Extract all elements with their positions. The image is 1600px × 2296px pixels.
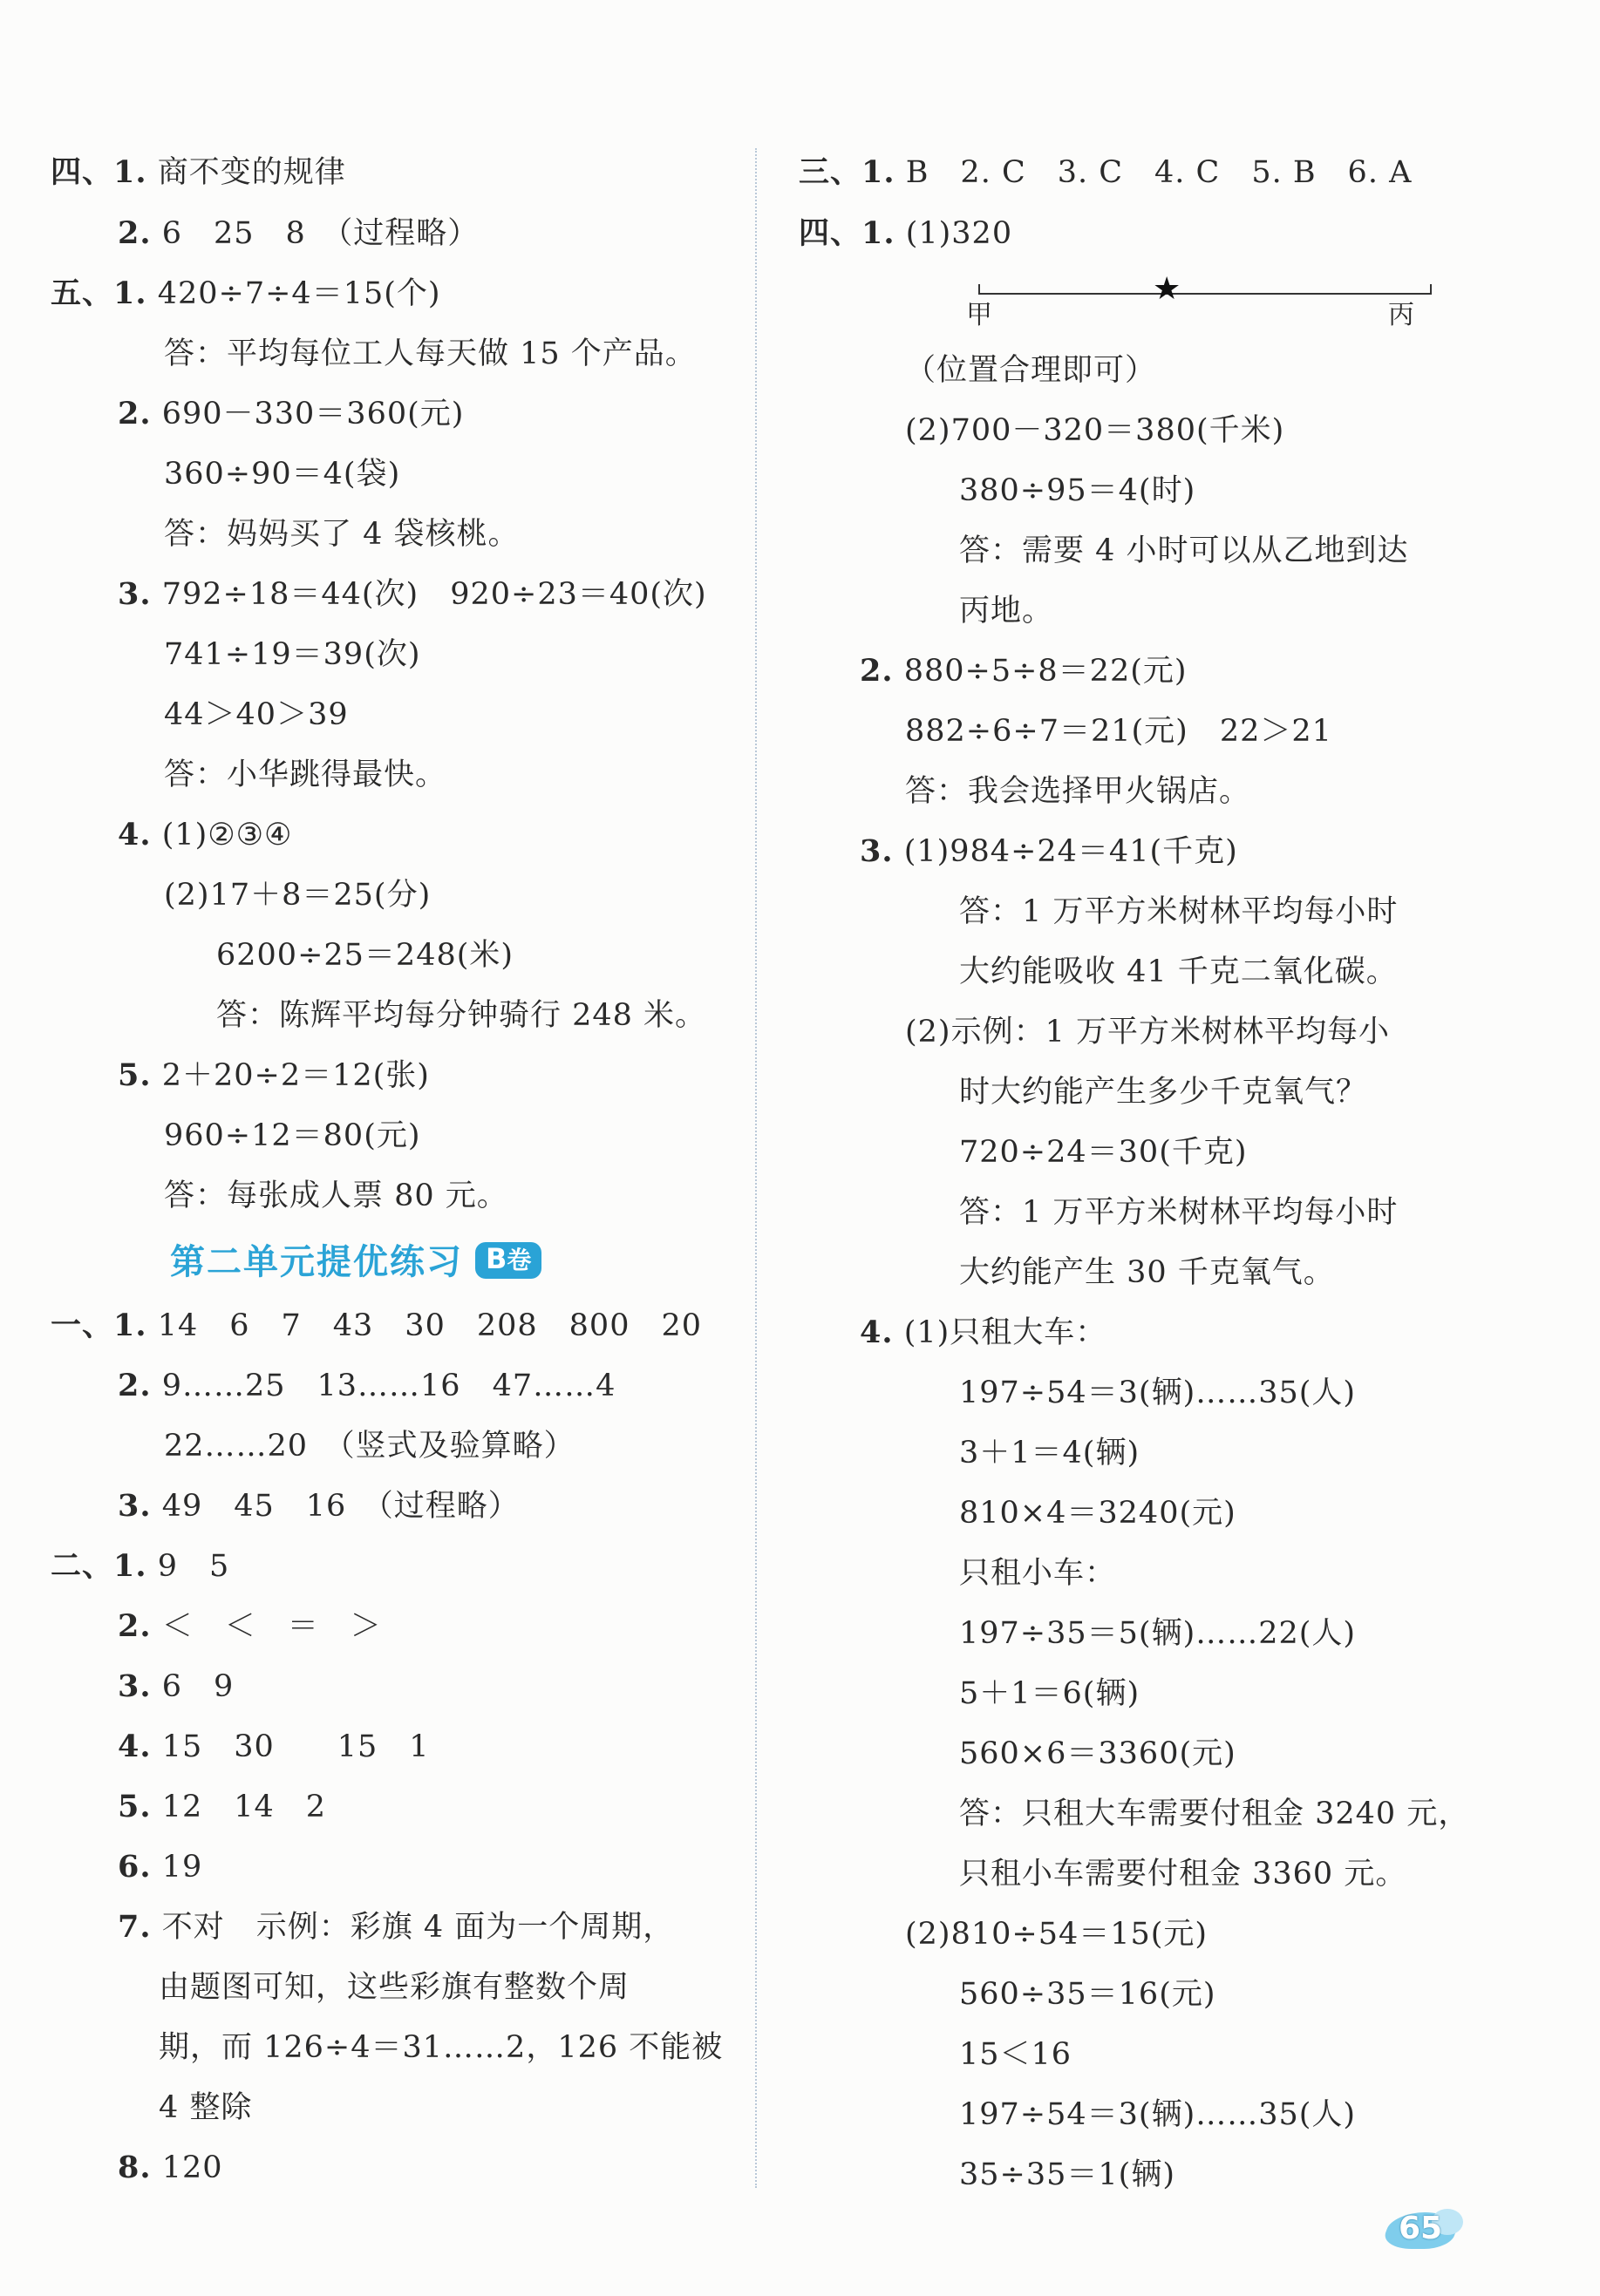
label-jia: 甲 — [966, 300, 992, 330]
line: 2. 690－330＝360(元) — [118, 396, 465, 431]
line: 5＋1＝6(辆) — [959, 1676, 1140, 1711]
line: 741÷19＝39(次) — [164, 637, 421, 672]
line: 4. (1)只租大车： — [860, 1314, 1107, 1350]
line: 答：只租大车需要付租金 3240 元， — [959, 1797, 1470, 1831]
line: 560×6＝3360(元) — [959, 1736, 1236, 1771]
line: 答：陈辉平均每分钟骑行 248 米。 — [216, 998, 707, 1033]
label-bing: 丙 — [1388, 300, 1414, 330]
line: 44＞40＞39 — [164, 697, 349, 732]
line: 答：1 万平方米树林平均每小时 — [959, 1195, 1399, 1230]
line: 答：妈妈买了 4 袋核桃。 — [164, 517, 520, 552]
line: 7. 不对 示例：彩旗 4 面为一个周期， — [118, 1909, 675, 1945]
line: 时大约能产生多少千克氧气？ — [959, 1075, 1368, 1110]
line: 8. 120 — [118, 2150, 223, 2185]
line: (2)示例：1 万平方米树林平均每小 — [905, 1015, 1390, 1050]
line: 3. 6 9 — [118, 1668, 235, 1704]
page-number: 65 — [1399, 2211, 1443, 2246]
line: 四、1. (1)320 — [799, 215, 1013, 251]
line: 35÷35＝1(辆) — [959, 2157, 1175, 2192]
line: 2. 880÷5÷8＝22(元) — [860, 653, 1188, 689]
line: 560÷35＝16(元) — [959, 1977, 1216, 2012]
line: 答：小华跳得最快。 — [164, 757, 447, 792]
page-number-badge — [1386, 2205, 1465, 2254]
line: 3. 792÷18＝44(次) 920÷23＝40(次) — [118, 576, 707, 612]
line: 一、1. 14 6 7 43 30 208 800 20 — [51, 1308, 702, 1343]
line: 五、1. 420÷7÷4＝15(个) — [51, 275, 441, 311]
line: 4 整除 — [159, 2090, 253, 2125]
line: 大约能产生 30 千克氧气。 — [959, 1255, 1335, 1290]
unit-title-text: 第二单元提优练习 — [170, 1242, 463, 1282]
line: 360÷90＝4(袋) — [164, 457, 401, 492]
line: 6200÷25＝248(米) — [216, 938, 514, 973]
line: 380÷95＝4(时) — [959, 473, 1196, 508]
tick-left — [978, 284, 980, 295]
column-divider — [755, 148, 757, 2188]
line: 答：需要 4 小时可以从乙地到达 — [959, 533, 1409, 568]
line: 15＜16 — [959, 2037, 1072, 2072]
line: 882÷6÷7＝21(元) 22＞21 — [905, 714, 1332, 749]
line: 5. 12 14 2 — [118, 1789, 327, 1824]
line: (2)17＋8＝25(分) — [164, 878, 432, 913]
line: 四、1. 商不变的规律 — [51, 154, 346, 190]
line: 期，而 126÷4＝31……2，126 不能被 — [159, 2030, 724, 2065]
line: 答：每张成人票 80 元。 — [164, 1179, 508, 1213]
line: 答：我会选择甲火锅店。 — [905, 774, 1251, 809]
line: 只租小车： — [959, 1556, 1117, 1591]
number-line — [978, 293, 1432, 295]
line: 只租小车需要付租金 3360 元。 — [959, 1857, 1407, 1892]
volume-badge: B卷 — [475, 1242, 541, 1279]
line: 3. 49 45 16 （过程略） — [118, 1488, 520, 1524]
line: 197÷54＝3(辆)……35(人) — [959, 2097, 1357, 2132]
line: 810×4＝3240(元) — [959, 1496, 1236, 1531]
line: 3. (1)984÷24＝41(千克) — [860, 833, 1238, 869]
line: 720÷24＝30(千克) — [959, 1135, 1248, 1170]
number-line-diagram — [966, 271, 1432, 338]
star-icon: ★ — [1153, 271, 1181, 307]
line: (2)700－320＝380(千米) — [905, 413, 1285, 448]
line: 22……20 （竖式及验算略） — [164, 1429, 575, 1464]
line: (2)810÷54＝15(元) — [905, 1917, 1209, 1952]
line: 4. 15 30 15 1 — [118, 1729, 430, 1764]
line: 3＋1＝4(辆) — [959, 1436, 1140, 1471]
line: 答：1 万平方米树林平均每小时 — [959, 894, 1399, 929]
line: 5. 2＋20÷2＝12(张) — [118, 1057, 430, 1093]
unit-title — [170, 1240, 541, 1288]
line: （位置合理即可） — [905, 353, 1157, 388]
line: 丙地。 — [959, 594, 1054, 628]
line: 二、1. 9 5 — [51, 1548, 230, 1584]
line: 由题图可知，这些彩旗有整数个周 — [159, 1970, 630, 2005]
line: 2. 9……25 13……16 47……4 — [118, 1368, 616, 1403]
line: 960÷12＝80(元) — [164, 1118, 421, 1153]
line: 197÷35＝5(辆)……22(人) — [959, 1616, 1357, 1651]
tick-right — [1430, 284, 1432, 295]
line: 197÷54＝3(辆)……35(人) — [959, 1376, 1357, 1410]
line: 大约能吸收 41 千克二氧化碳。 — [959, 954, 1398, 989]
line: 答：平均每位工人每天做 15 个产品。 — [164, 336, 697, 371]
line: 三、1. B 2. C 3. C 4. C 5. B 6. A — [799, 154, 1413, 190]
line: 2. ＜ ＜ ＝ ＞ — [118, 1608, 382, 1644]
line: 4. (1)②③④ — [118, 817, 293, 853]
line: 2. 6 25 8 （过程略） — [118, 215, 480, 251]
line: 6. 19 — [118, 1849, 203, 1885]
